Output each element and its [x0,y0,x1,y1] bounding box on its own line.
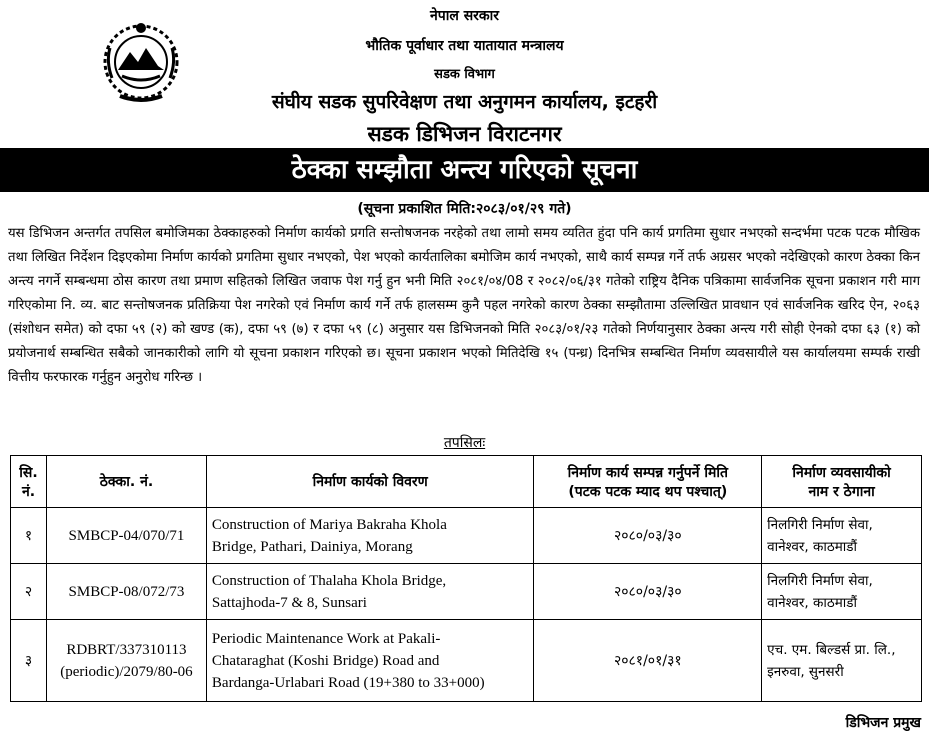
header-sn: सि. नं. [11,456,47,508]
row-sn: ३ [11,620,47,702]
table-header-row [11,456,922,508]
vendor-line: वानेश्वर, काठमाडौं [767,594,857,611]
ministry-name: भौतिक पूर्वाधार तथा यातायात मन्त्रालय [365,38,564,54]
work-line: Periodic Maintenance Work at Pakali- [211,630,441,647]
row-work [206,620,534,702]
header-vendor-line2: नाम र ठेगाना [808,483,875,500]
vendor-line: निलगिरी निर्माण सेवा, [767,572,873,589]
header-completion-line2: (पटक पटक म्याद थप पश्चात्) [568,483,728,500]
work-line: Construction of Thalaha Khola Bridge, [211,572,447,589]
vendor-line: वानेश्वर, काठमाडौं [767,538,857,555]
row-completion-date: २०८०/०३/३० [534,564,762,620]
contract-table [10,455,922,702]
header-completion-line1: निर्माण कार्य सम्पन्न गर्नुपर्ने मिति [567,464,728,481]
contract-line: RDBRT/337310113 [66,641,187,658]
row-contract-no: SMBCP-08/072/73 [46,564,206,620]
notice-body: यस डिभिजन अन्तर्गत तपसिल बमोजिमका ठेक्काहरुको निर्माण कार्यको प्रगति सन्तोषजनक नरहेको तथा लामो समय व्यतित हुंदा पनि कार्य प्रगतिमा सुधार नभएको सन्दर्भमा पटक पटक मौखिक तथा लिखित निर्देशन दिइएकोमा निर्माण कार्यको प्रगतिमा सुधार नभएको, पेश भएको कार्यतालिका बमोजिम कार्य नभएको, साथै कार्य सम्पन्न गर्ने तर्फ अग्रसर भएको नदेखिएको कारण ठेक्का किन अन्त्य नगर्ने सम्बन्धमा ठोस कारण तथा प्रमाण सहितको लिखित जवाफ पेश गर्नु हुन भनी मिति २०८१/०४/08 र २०८२/०६/३१ गतेको राष्ट्रिय दैनिक पत्रिकामा सार्वजनिक सूचना प्रकाशन गरी माग गरिएकोमा नि. व्य. बाट सन्तोषजनक प्रतिक्रिया पेश नगरेको एवं निर्माण कार्य गर्ने तर्फ हालसम्म कुनै पहल नगरेको कारण ठेक्का सम्झौतामा उल्लिखित प्रावधान एवं सार्वजनिक खरिद ऐन, २०६३ (संशोधन समेत) को दफा ५९ (२) को खण्ड (क), दफा ५९ (७) र दफा ५९ (८) अनुसार यस डिभिजनको मिति २०८३/०१/२३ गतेको निर्णयानुसार ठेक्का अन्त्य गरी सोही ऐनको दफा ६३ (१) को प्रयोजनार्थ सम्बन्धित सबैको जानकारीको लागि यो सूचना प्रकाशन गरिएको छ। सूचना प्रकाशन भएको मितिदेखि १५ (पन्ध्र) दिनभित्र सम्बन्धित निर्माण व्यवसायीले यस कार्यालयमा सम्पर्क राखी वित्तीय फरफारक गर्नुहुन अनुरोध गरिन्छ । [8,226,920,385]
row-completion-date: २०८१/०१/३१ [534,620,762,702]
work-line: Bardanga-Urlabari Road (19+380 to 33+000) [211,674,485,691]
letterhead [0,0,929,148]
header-contract-no: ठेक्का. नं. [46,456,206,508]
contract-line: (periodic)/2079/80-06 [60,663,193,680]
header-vendor [762,456,922,508]
schedule-label: तपसिलः [443,435,486,451]
row-vendor [762,564,922,620]
work-line: Sattajhoda-7 & 8, Sunsari [211,594,367,611]
work-line: Chataraghat (Koshi Bridge) Road and [211,652,440,669]
row-sn: १ [11,508,47,564]
header-completion-date [534,456,762,508]
vendor-line: इनरुवा, सुनसरी [767,663,844,680]
published-date: (सूचना प्रकाशित मिति:२०८३/०१/२९ गते) [357,201,572,217]
header-work: निर्माण कार्यको विवरण [206,456,534,508]
row-vendor [762,620,922,702]
vendor-line: निलगिरी निर्माण सेवा, [767,516,873,533]
header-vendor-line1: निर्माण व्यवसायीको [792,464,891,481]
office-name: संघीय सडक सुपरिवेक्षण तथा अनुगमन कार्यालय, इटहरी [271,91,658,113]
row-sn: २ [11,564,47,620]
government-name: नेपाल सरकार [429,8,499,24]
notice-title: ठेक्का सम्झौता अन्त्य गरिएको सूचना [0,148,929,192]
table-row [11,508,922,564]
row-vendor [762,508,922,564]
department-name: सडक विभाग [434,67,495,82]
work-line: Construction of Mariya Bakraha Khola [211,516,447,533]
row-work [206,508,534,564]
row-contract-no [46,620,206,702]
work-line: Bridge, Pathari, Dainiya, Morang [211,538,413,555]
table-row [11,620,922,702]
division-name: सडक डिभिजन विराटनगर [367,122,562,146]
row-work [206,564,534,620]
row-contract-no: SMBCP-04/070/71 [46,508,206,564]
signature-title: डिभिजन प्रमुख [845,715,921,731]
table-row [11,564,922,620]
row-completion-date: २०८०/०३/३० [534,508,762,564]
vendor-line: एच. एम. बिल्डर्स प्रा. लि., [767,641,896,658]
